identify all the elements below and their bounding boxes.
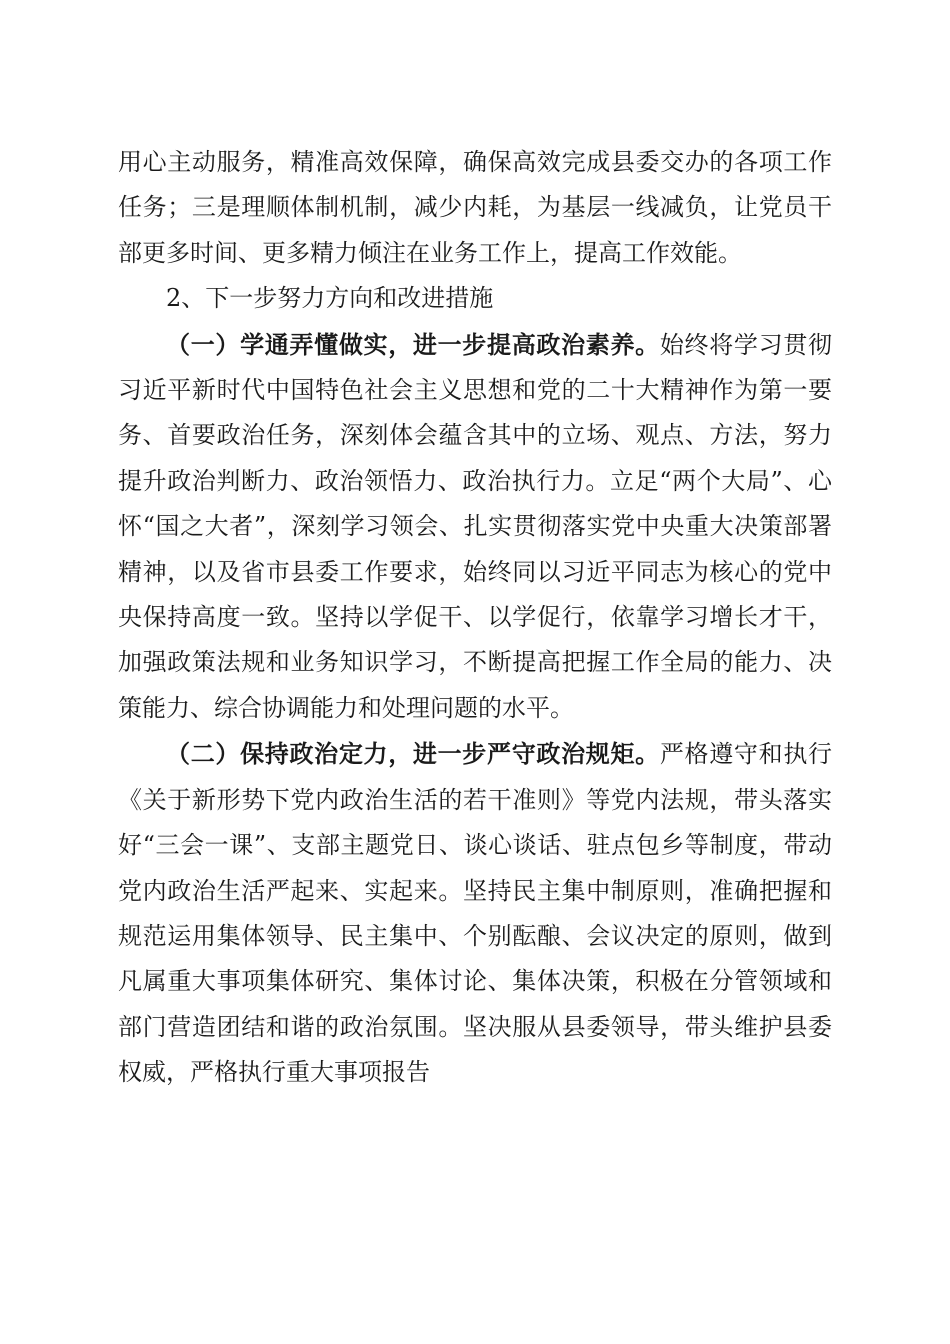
section-title: 2、下一步努力方向和改进措施 [166,284,494,313]
item-1-body: 始终将学习贯彻习近平新时代中国特色社会主义思想和党的二十大精神作为第一要务、首要政治任务，深刻体会蕴含其中的立场、观点、方法，努力提升政治判断力、政治领悟力、政治执行力。立足“两个大局”、心怀“国之大者”，深刻学习领会、扎实贯彻落实党中央重大决策部署精神，以及省市县委工作要求，始终同以习近平同志为核心的党中央保持高度一致。坚持以学促干、以学促行，依靠学习增长才干，加强政策法规和业务知识学习，不断提高把握工作全局的能力、决策能力、综合协调能力和处理问题的水平。 [118,330,833,722]
document-body [118,140,832,1096]
paragraph-item-1 [118,322,832,732]
item-1-heading: （一）学通弄懂做实，进一步提高政治素养。 [166,329,660,359]
paragraph-item-2 [118,731,832,1095]
paragraph-continuation: 用心主动服务，精准高效保障，确保高效完成县委交办的各项工作任务；三是理顺体制机制，减少内耗，为基层一线减负，让党员干部更多时间、更多精力倾注在业务工作上，提高工作效能。 [118,148,832,267]
item-2-body: 严格遵守和执行《关于新形势下党内政治生活的若干准则》等党内法规，带头落实好“三会一课”、支部主题党日、谈心谈话、驻点包乡等制度，带动党内政治生活严起来、实起来。坚持民主集中制原则，准确把握和规范运用集体领导、民主集中、个别酝酿、会议决定的原则，做到凡属重大事项集体研究、集体讨论、集体决策，积极在分管领域和部门营造团结和谐的政治氛围。坚决服从县委领导，带头维护县委权威，严格执行重大事项报告 [118,740,833,1087]
item-2-heading: （二）保持政治定力，进一步严守政治规矩。 [166,739,660,769]
